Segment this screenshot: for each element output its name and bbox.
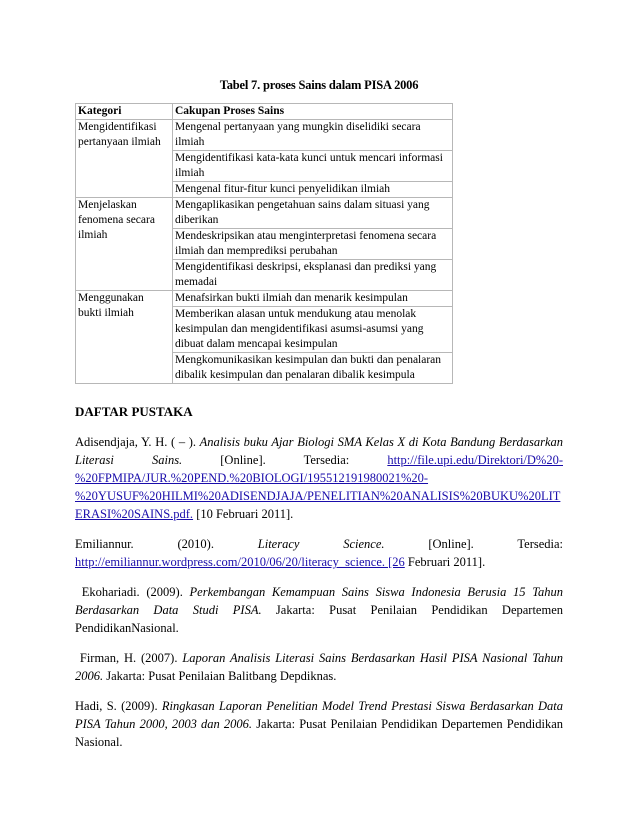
table-row: [76, 120, 453, 151]
ref-author: Ekohariadi. (2009).: [81, 585, 183, 599]
ref-title: Laporan Analisis Literasi Sains Berdasarkan Hasil PISA Nasional Tahun 2006.: [75, 651, 564, 683]
category-cell: Mengidentifikasi pertanyaan ilmiah: [76, 120, 173, 198]
sains-process-table: [75, 103, 453, 384]
reference-item: [75, 535, 563, 571]
ref-year: (2010).: [177, 537, 214, 551]
header-cakupan: Cakupan Proses Sains: [173, 104, 453, 120]
ref-author: Adisendjaja, Y. H. ( – ).: [75, 435, 197, 449]
reference-item: [75, 649, 563, 685]
ref-url-link[interactable]: ERASI%20SAINS.pdf.: [75, 507, 194, 521]
ref-tersedia: Tersedia:: [303, 453, 350, 467]
ref-title: Literacy Science.: [257, 537, 385, 551]
ref-title: Analisis buku Ajar Biologi SMA Kelas X di Kota Bandung Berdasarkan: [199, 435, 564, 449]
reference-item: [75, 697, 563, 751]
ref-author: Hadi, S. (2009).: [75, 699, 158, 713]
table-row: [76, 291, 453, 307]
ref-author: Firman, H. (2007).: [79, 651, 178, 665]
process-cell: Mengkomunikasikan kesimpulan dan bukti dan penalaran dibalik kesimpulan dan penalaran dibalik kesimpula: [173, 353, 453, 384]
table-caption: Tabel 7. proses Sains dalam PISA 2006: [219, 78, 419, 92]
ref-publisher: Jakarta: Pusat Penilaian Pendidikan Departemen PendidikanNasional.: [75, 603, 564, 635]
ref-date: [10 Februari 2011].: [196, 507, 294, 521]
process-cell: Mendeskripsikan atau menginterpretasi fenomena secara ilmiah dan memprediksi perubahan: [173, 229, 453, 260]
process-cell: Mengaplikasikan pengetahuan sains dalam situasi yang diberikan: [173, 198, 453, 229]
ref-title: Perkembangan Kemampuan Sains Siswa Indonesia Berusia 15 Tahun Berdasarkan Data Studi PISA.: [75, 585, 564, 617]
reference-item: [75, 433, 563, 523]
ref-tersedia: Tersedia:: [517, 537, 564, 551]
ref-url-link[interactable]: %20FPMIPA/JUR.%20PEND.%20BIOLOGI/195512191980021%20-: [75, 471, 429, 485]
ref-publisher: Jakarta: Pusat Penilaian Balitbang Depdiknas.: [106, 669, 337, 683]
process-cell: Mengenal fitur-fitur kunci penyelidikan ilmiah: [173, 182, 453, 198]
process-cell: Mengidentifikasi deskripsi, eksplanasi dan prediksi yang memadai: [173, 260, 453, 291]
header-kategori: Kategori: [76, 104, 173, 120]
process-cell: Memberikan alasan untuk mendukung atau menolak kesimpulan dan mengidentifikasi asumsi-asumsi yang dibuat dalam mencapai kesimpulan: [173, 307, 453, 353]
process-cell: Mengidentifikasi kata-kata kunci untuk mencari informasi ilmiah: [173, 151, 453, 182]
reference-list: [75, 433, 563, 751]
ref-online: [Online].: [428, 537, 474, 551]
ref-online: [Online].: [220, 453, 266, 467]
ref-title: Ringkasan Laporan Penelitian Model Trend Prestasi Siswa Berdasarkan Data PISA Tahun 2000, 2003 dan 2006.: [75, 699, 564, 731]
table-header-row: [76, 104, 453, 120]
category-cell: Menggunakan bukti ilmiah: [76, 291, 173, 384]
ref-publisher: Jakarta: Pusat Penilaian Pendidikan Departemen Pendidikan Nasional.: [75, 717, 563, 749]
references-heading: DAFTAR PUSTAKA: [75, 404, 193, 419]
table-row: [76, 198, 453, 229]
ref-author: Emiliannur.: [75, 537, 134, 551]
category-cell: Menjelaskan fenomena secara ilmiah: [76, 198, 173, 291]
reference-item: [75, 583, 563, 637]
ref-url-link[interactable]: http://emiliannur.wordpress.com/2010/06/20/literacy_science. [26: [75, 555, 405, 569]
process-cell: Menafsirkan bukti ilmiah dan menarik kesimpulan: [173, 291, 453, 307]
ref-title-cont: Literasi Sains.: [75, 453, 183, 467]
process-cell: Mengenal pertanyaan yang mungkin diselidiki secara ilmiah: [173, 120, 453, 151]
ref-url-link[interactable]: %20YUSUF%20HILMI%20ADISENDJAJA/PENELITIAN%20ANALISIS%20BUKU%20LIT: [75, 489, 561, 503]
ref-date: Februari 2011].: [407, 555, 486, 569]
ref-url-link[interactable]: http://file.upi.edu/Direktori/D%20-: [387, 453, 563, 467]
